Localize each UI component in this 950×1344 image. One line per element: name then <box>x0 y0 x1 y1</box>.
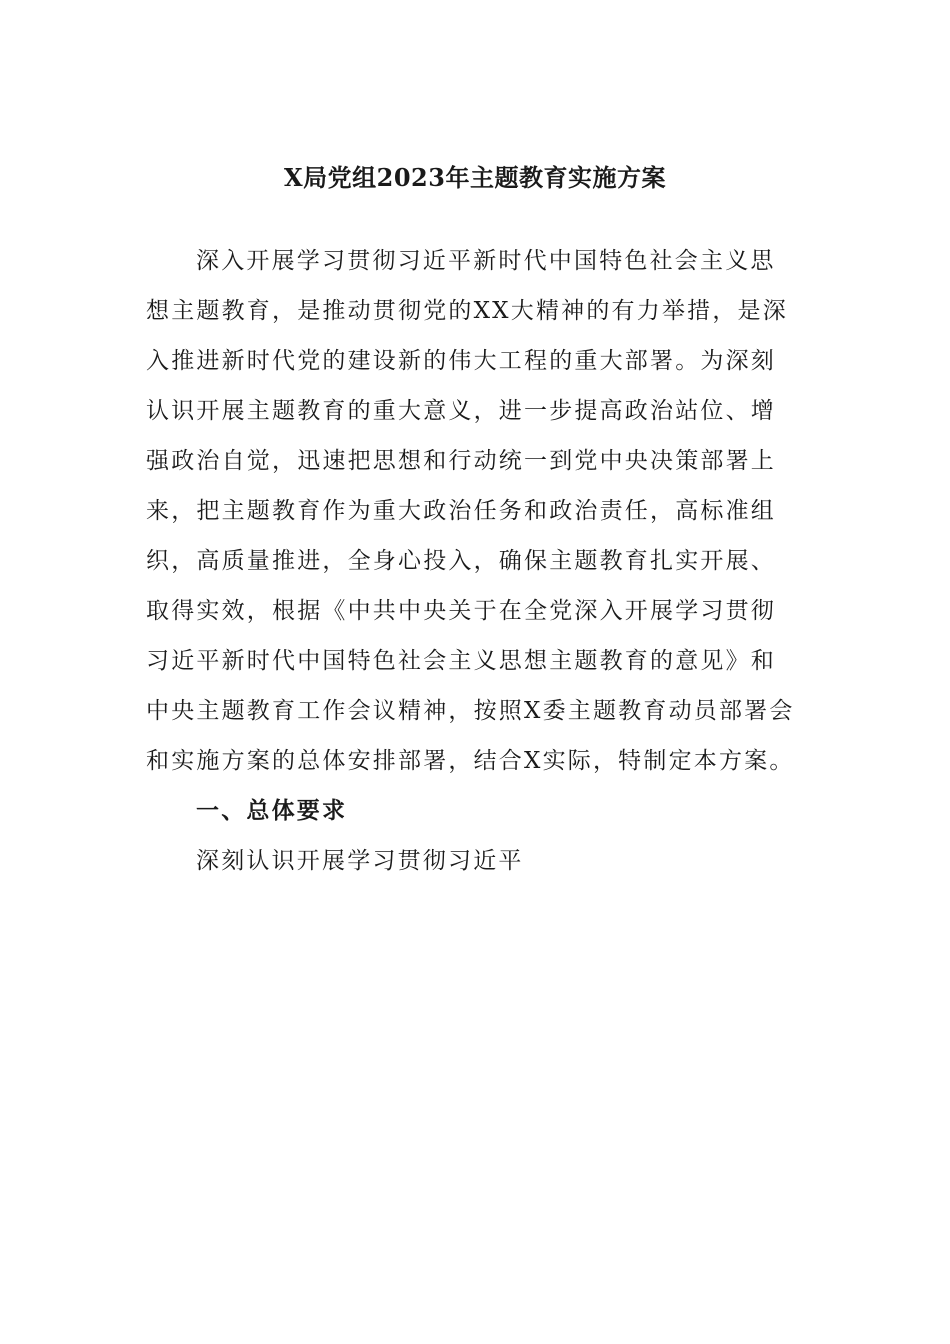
document-title: X局党组2023年主题教育实施方案 <box>284 163 666 192</box>
paragraph-line: 和实施方案的总体安排部署，结合X实际，特制定本方案。 <box>146 748 795 774</box>
paragraph-line: 想主题教育，是推动贯彻党的XX大精神的有力举措，是深 <box>146 298 788 324</box>
document-body <box>146 236 806 886</box>
paragraph-line: 入推进新时代党的建设新的伟大工程的重大部署。为深刻 <box>146 348 776 374</box>
paragraph-line: 习近平新时代中国特色社会主义思想主题教育的意见》和 <box>146 648 776 674</box>
paragraph-line: 织，高质量推进，全身心投入，确保主题教育扎实开展、 <box>146 548 776 574</box>
trailing-text: 深刻认识开展学习贯彻习近平 <box>196 848 524 874</box>
paragraph-line: 来，把主题教育作为重大政治任务和政治责任，高标准组 <box>146 498 776 524</box>
paragraph-line: 认识开展主题教育的重大意义，进一步提高政治站位、增 <box>146 398 776 424</box>
paragraph-line: 取得实效，根据《中共中央关于在全党深入开展学习贯彻 <box>146 598 776 624</box>
section-heading: 一、总体要求 <box>196 797 348 824</box>
paragraph-line: 深入开展学习贯彻习近平新时代中国特色社会主义思 <box>196 248 776 274</box>
paragraph-line: 中央主题教育工作会议精神，按照X委主题教育动员部署会 <box>146 698 795 724</box>
paragraph-line: 强政治自觉，迅速把思想和行动统一到党中央决策部署上 <box>146 448 776 474</box>
